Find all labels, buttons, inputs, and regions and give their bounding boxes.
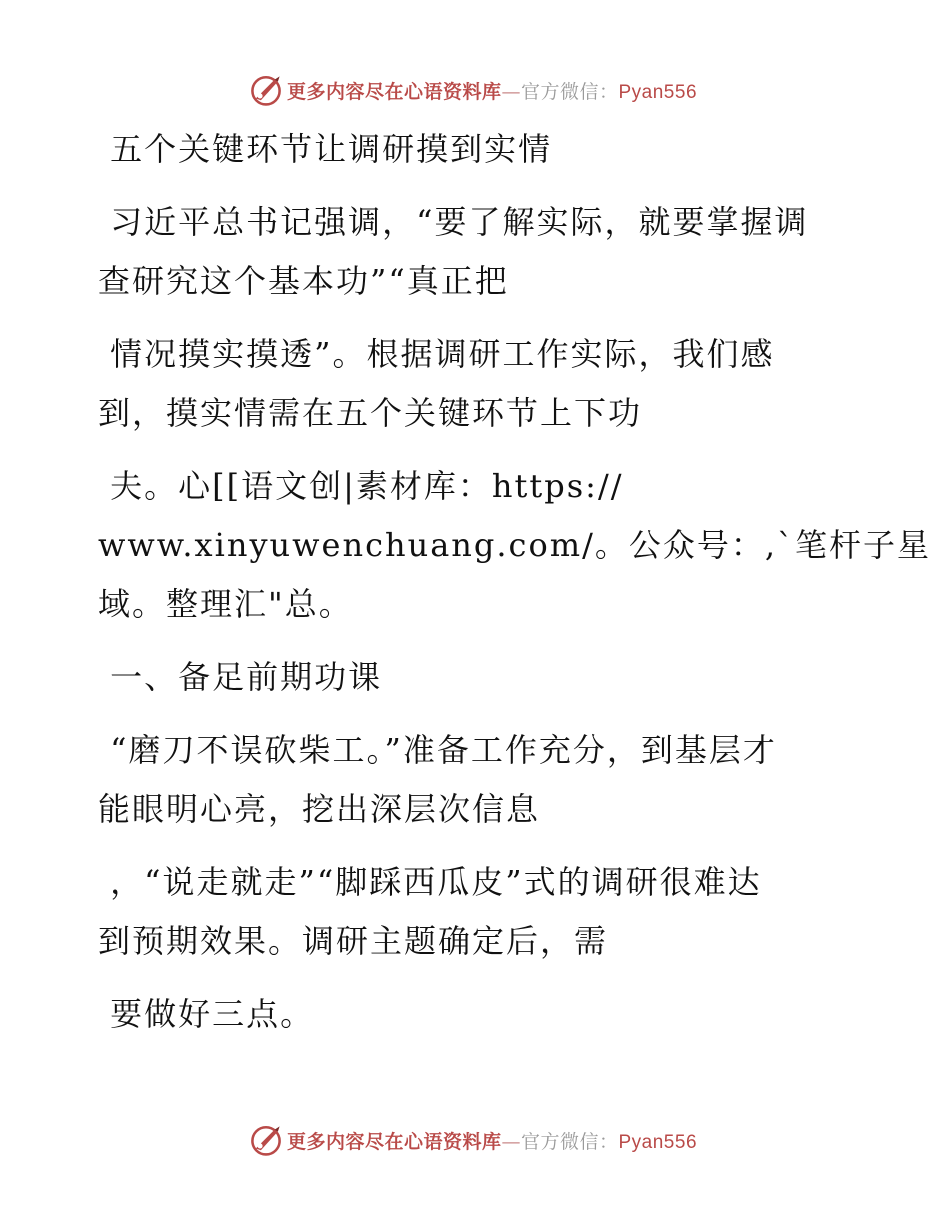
banner-wechat-label: 官方微信： [520,80,619,103]
paragraph [98,853,838,971]
banner-wechat-id: Pyan556 [618,1131,698,1153]
section-heading [98,648,838,707]
paragraph-line: 夫。心[[语文创|素材库：https:// [98,467,624,505]
paragraph-line: www.xinyuwenchuang.com/。公众号：,`笔杆子星 [98,526,932,564]
paragraph-line: 查研究这个基本功”“真正把 [98,262,509,300]
banner-wechat-label: 官方微信： [520,1130,619,1153]
paragraph [98,325,838,443]
paragraph-line: 到预期效果。调研主题确定后，需 [98,922,609,960]
paragraph-line: 能眼明心亮，挖出深层次信息 [98,790,541,828]
paragraph-line: “磨刀不误砍柴工。”准备工作充分，到基层才 [98,731,777,769]
paragraph-line: 情况摸实摸透”。根据调研工作实际，我们感 [98,335,775,373]
paragraph [98,457,932,634]
paragraph [98,721,838,839]
document-body [98,120,932,1044]
paragraph-line: 习近平总书记强调，“要了解实际，就要掌握调 [98,203,809,241]
banner-dash: — [501,80,521,103]
header-banner [0,70,950,110]
paragraph-line: 要做好三点。 [98,995,315,1033]
banner-main-text: 更多内容尽在心语资料库 [286,80,502,103]
footer-banner [0,1120,950,1160]
banner-main-text: 更多内容尽在心语资料库 [286,1130,502,1153]
paragraph-line: 一、备足前期功课 [98,658,383,696]
banner-text [287,77,697,104]
quill-pen-logo-icon [249,1123,283,1157]
quill-pen-logo-icon [249,73,283,107]
paragraph [98,193,838,311]
document-title: 五个关键环节让调研摸到实情 [98,130,553,168]
paragraph-line: 到，摸实情需在五个关键环节上下功 [98,394,643,432]
paragraph-line: ，“说走就走”“脚踩西瓜皮”式的调研很难达 [98,863,762,901]
paragraph [98,985,838,1044]
banner-text [287,1127,697,1154]
banner-dash: — [501,1130,521,1153]
banner-wechat-id: Pyan556 [618,81,698,103]
paragraph-line: 域。整理汇"总。 [98,585,353,623]
